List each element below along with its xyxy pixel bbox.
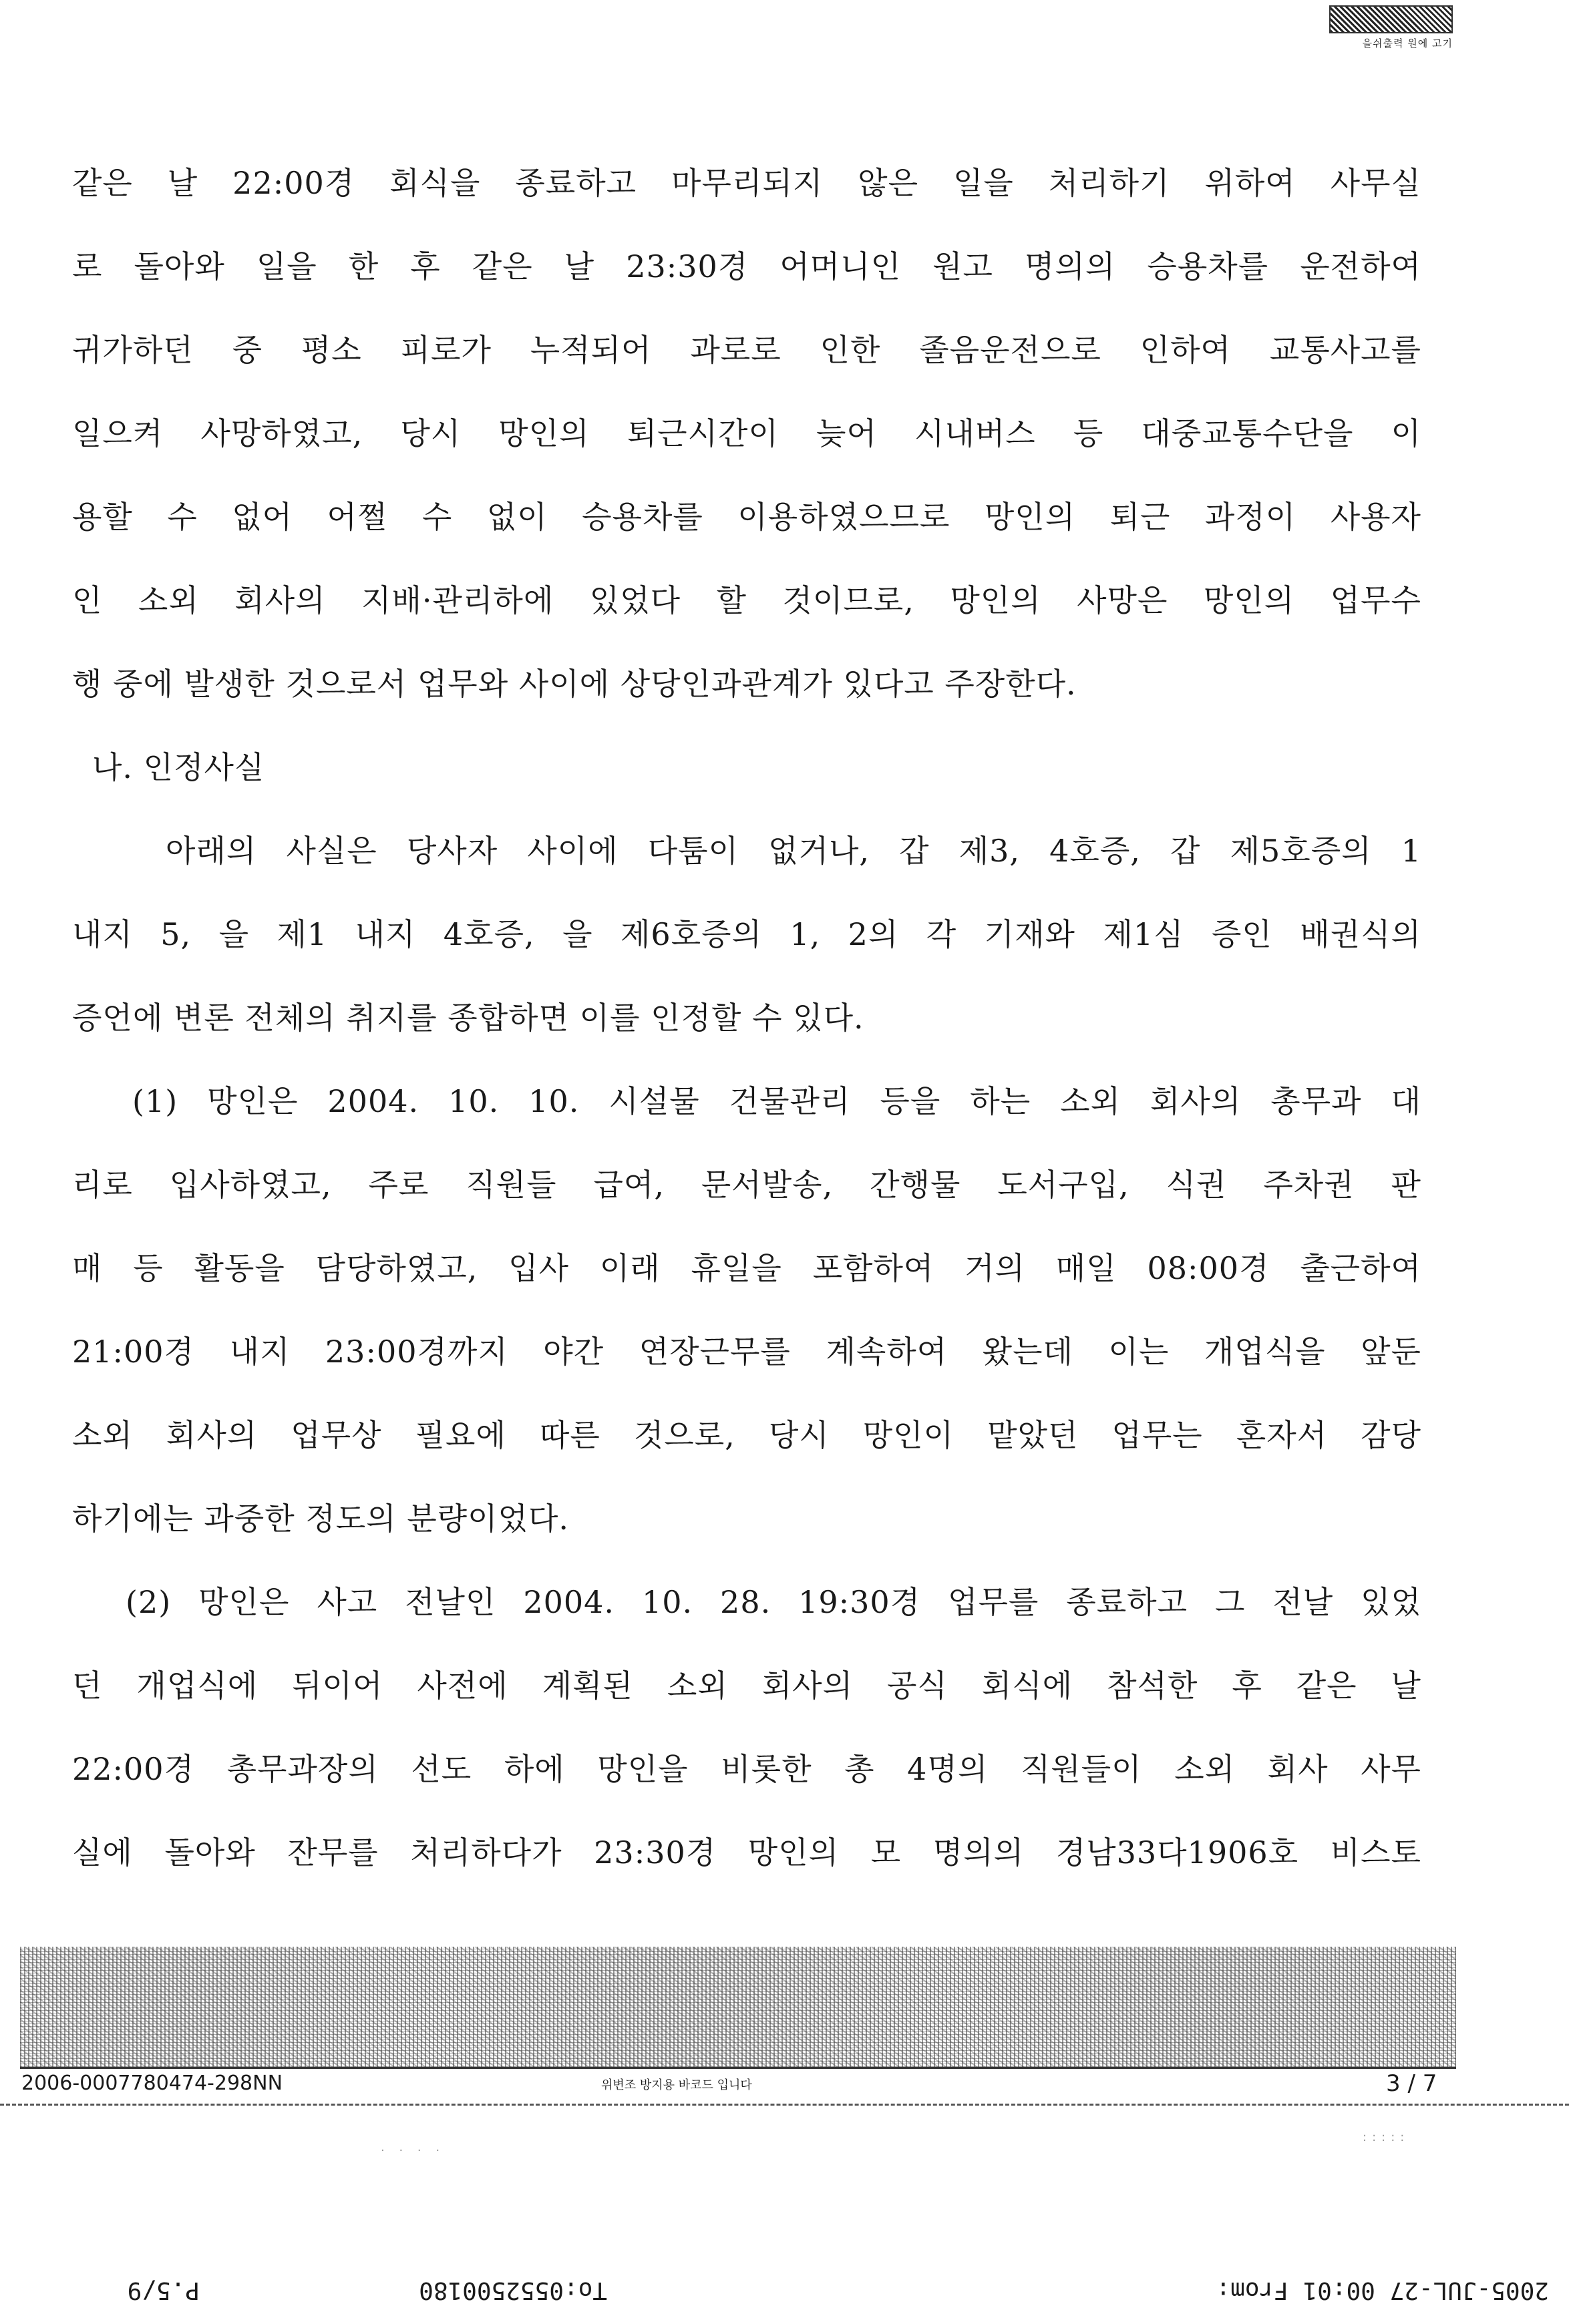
text-line: 증언에 변론 전체의 취지를 종합하면 이를 인정할 수 있다. bbox=[72, 1000, 864, 1036]
scan-noise: ::::: bbox=[1363, 2130, 1410, 2144]
page-number: 3 / 7 bbox=[1386, 2070, 1437, 2097]
scan-noise: . . . . bbox=[381, 2140, 446, 2154]
text-line: 던 개업식에 뒤이어 사전에 계획된 소외 회사의 공식 회식에 참석한 후 같은 날 bbox=[72, 1668, 1421, 1704]
fax-datetime: 2005-JUL-27 00:01 From: bbox=[1216, 2277, 1549, 2304]
section-heading: 나. 인정사실 bbox=[92, 749, 265, 785]
text-line: 내지 5, 을 제1 내지 4호증, 을 제6호증의 1, 2의 각 기재와 제1심 증인 배권식의 bbox=[72, 916, 1421, 952]
fax-page: P.5/9 bbox=[127, 2277, 200, 2304]
text-line: 실에 돌아와 잔무를 처리하다가 23:30경 망인의 모 명의의 경남33다1906호 비스토 bbox=[72, 1834, 1421, 1871]
text-line: 매 등 활동을 담당하였고, 입사 이래 휴일을 포함하여 거의 매일 08:00경 출근하여 bbox=[72, 1250, 1421, 1286]
text-line: 소외 회사의 업무상 필요에 따른 것으로, 당시 망인이 맡았던 업무는 혼자서 감당 bbox=[72, 1417, 1421, 1453]
text-line: 같은 날 22:00경 회식을 종료하고 마무리되지 않은 일을 처리하기 위하여 사무실 bbox=[72, 165, 1421, 201]
text-line: 21:00경 내지 23:00경까지 야간 연장근무를 계속하여 왔는데 이는 개업식을 앞둔 bbox=[72, 1334, 1421, 1370]
text-line: 일으켜 사망하였고, 당시 망인의 퇴근시간이 늦어 시내버스 등 대중교통수단을 이 bbox=[72, 415, 1421, 451]
certification-stamp bbox=[1329, 5, 1453, 50]
text-line: 하기에는 과중한 정도의 분량이었다. bbox=[72, 1501, 570, 1537]
judgment-body bbox=[72, 142, 1421, 1895]
fax-to: To:0552500180 bbox=[419, 2277, 607, 2304]
document-id: 2006-0007780474-298NN bbox=[21, 2072, 283, 2095]
text-line: 귀가하던 중 평소 피로가 누적되어 과로로 인한 졸음운전으로 인하여 교통사고를 bbox=[72, 332, 1421, 368]
text-line: 용할 수 없어 어쩔 수 없이 승용차를 이용하였으므로 망인의 퇴근 과정이 사용자 bbox=[72, 499, 1421, 535]
text-line: 22:00경 총무과장의 선도 하에 망인을 비롯한 총 4명의 직원들이 소외 회사 사무 bbox=[72, 1751, 1421, 1787]
text-line: 인 소외 회사의 지배·관리하에 있었다 할 것이므로, 망인의 사망은 망인의 업무수 bbox=[72, 582, 1421, 618]
fax-header bbox=[0, 2271, 1569, 2304]
text-line: (1) 망인은 2004. 10. 10. 시설물 건물관리 등을 하는 소외 회사의 총무과 대 bbox=[132, 1083, 1421, 1119]
footer-divider bbox=[20, 2067, 1456, 2069]
text-line: 로 돌아와 일을 한 후 같은 날 23:30경 어머니인 원고 명의의 승용차를 운전하여 bbox=[72, 248, 1421, 284]
fax-tear-line bbox=[0, 2104, 1569, 2106]
text-line: 리로 입사하였고, 주로 직원들 급여, 문서발송, 간행물 도서구입, 식권 주차권 판 bbox=[72, 1167, 1421, 1203]
text-line: 행 중에 발생한 것으로서 업무와 사이에 상당인과관계가 있다고 주장한다. bbox=[72, 666, 1077, 702]
barcode-band bbox=[20, 1947, 1456, 2067]
barcode-notice: 위변조 방지용 바코드 입니다 bbox=[601, 2078, 752, 2092]
text-line: 아래의 사실은 당사자 사이에 다툼이 없거나, 갑 제3, 4호증, 갑 제5호증의 1 bbox=[166, 833, 1421, 869]
stamp-caption: 을쉬출력 원에 고기 bbox=[1362, 37, 1453, 49]
text-line: (2) 망인은 사고 전날인 2004. 10. 28. 19:30경 업무를 종료하고 그 전날 있었 bbox=[126, 1584, 1421, 1620]
stamp-pattern bbox=[1329, 5, 1453, 33]
